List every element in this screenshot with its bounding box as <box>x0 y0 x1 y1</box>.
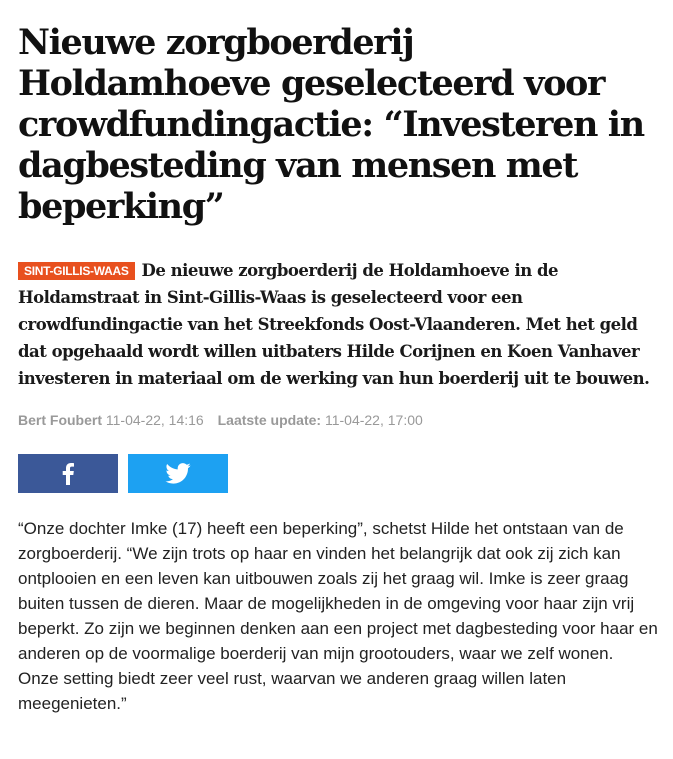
facebook-share-button[interactable] <box>18 454 118 493</box>
article-body: “Onze dochter Imke (17) heeft een beperking”, schetst Hilde het ontstaan van de zorgboerderij. “We zijn trots op haar en vinden het belangrijk dat ook zij zich kan ontplooien en een leven kan uitbouwen zoals zij het graag wil. Imke is zeer graag buiten tussen de dieren. Maar de mogelijkheden in de omgeving voor haar zijn vrij beperkt. Zo zijn we beginnen denken aan een project met dagbesteding voor haar en anderen op de voormalige boerderij van mijn grootouders, waar we zelf wonen. Onze setting biedt zeer veel rust, waarvan we anderen graag willen laten meegenieten.” <box>18 519 658 713</box>
author-name: Bert Foubert <box>18 412 102 428</box>
twitter-share-button[interactable] <box>128 454 228 493</box>
update-date: 11-04-22, 17:00 <box>324 412 423 428</box>
facebook-f-icon <box>62 463 74 485</box>
twitter-bird-icon <box>165 463 191 484</box>
article-headline: Nieuwe zorgboerderij Holdamhoeve geselecteerd voor crowdfundingactie: “Investeren in dagbesteding van mensen met beperking” <box>18 22 644 227</box>
location-tag[interactable]: SINT-GILLIS-WAAS <box>18 262 135 280</box>
intro-text: De nieuwe zorgboerderij de Holdamhoeve in de Holdamstraat in Sint-Gillis-Waas is geselecteerd voor een crowdfundingactie van het Streekfonds Oost-Vlaanderen. Met het geld dat opgehaald wordt willen uitbaters Hilde Corijnen en Koen Vanhaver investeren in materiaal om de werking van hun boerderij uit te bouwen. <box>18 261 650 388</box>
publish-date: 11-04-22, 14:16 <box>105 412 204 428</box>
article <box>18 22 658 733</box>
article-intro <box>18 257 658 392</box>
byline <box>18 412 658 428</box>
share-buttons <box>18 454 658 493</box>
update-label: Laatste update: <box>217 412 322 428</box>
